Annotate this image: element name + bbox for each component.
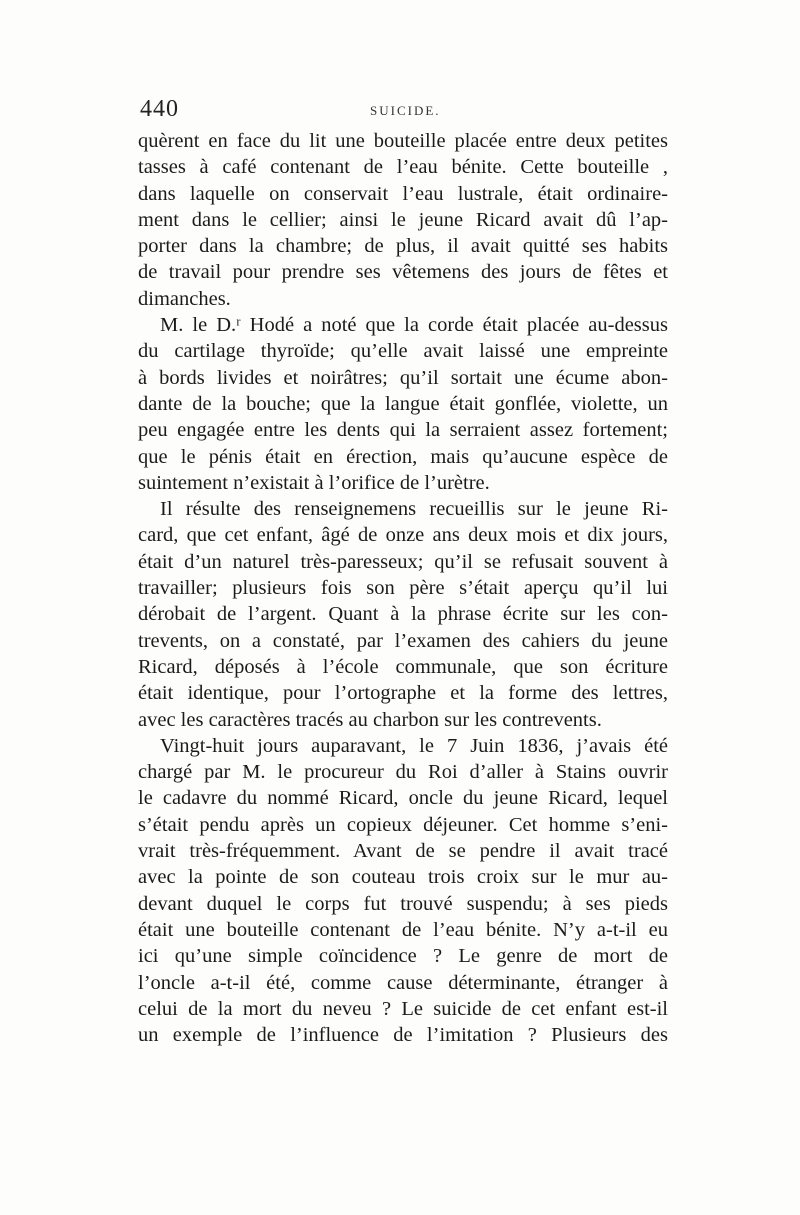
text-line: ment dans le cellier; ainsi le jeune Ricard avait dû l’ap- [138,208,668,231]
text-line: était d’un naturel très-paresseux; qu’il se refusait souvent à [138,550,668,573]
paragraph-start-line: Vingt-huit jours auparavant, le 7 Juin 1836, j’avais été [160,734,668,757]
body-text [138,128,668,1048]
text-line: vrait très-fréquemment. Avant de se pendre il avait tracé [138,840,668,863]
paragraph-start-line: M. le D.ʳ Hodé a noté que la corde était placée au-dessus [160,314,668,337]
text-line: dérobait de l’argent. Quant à la phrase écrite sur les con- [138,603,668,626]
text-line: peu engagée entre les dents qui la serraient assez fortement; [138,419,668,442]
text-line: quèrent en face du lit une bouteille placée entre deux petites [138,130,668,152]
text-line: dante de la bouche; que la langue était gonflée, violette, un [138,392,668,415]
text-line: de travail pour prendre ses vêtemens des jours de fêtes et [138,261,668,284]
text-line: à bords livides et noirâtres; qu’il sortait une écume abon- [138,366,668,389]
paragraph-start-line: Il résulte des renseignemens recueillis sur le jeune Ri- [160,498,668,521]
running-head: SUICIDE. [370,103,441,118]
page-header [140,96,668,126]
text-line: celui de la mort du neveu ? Le suicide de cet enfant est-il [138,997,668,1020]
text-line: chargé par M. le procureur du Roi d’aller à Stains ouvrir [138,761,668,784]
text-line: suintement n’existait à l’orifice de l’urètre. [138,471,490,494]
text-line: Ricard, déposés à l’école communale, que son écriture [138,655,668,678]
text-line: était une bouteille contenant de l’eau bénite. N’y a-t-il eu [138,918,668,941]
text-line: du cartilage thyroïde; qu’elle avait laissé une empreinte [138,340,668,363]
text-line: tasses à café contenant de l’eau bénite. Cette bouteille , [138,156,668,179]
page-number: 440 [140,96,179,122]
text-line: dans laquelle on conservait l’eau lustrale, était ordinaire- [138,182,668,205]
text-line: porter dans la chambre; de plus, il avait quitté ses habits [138,235,668,258]
text-line: le cadavre du nommé Ricard, oncle du jeune Ricard, lequel [138,787,668,810]
text-line: travailler; plusieurs fois son père s’était aperçu qu’il lui [138,577,668,600]
text-line: devant duquel le corps fut trouvé suspendu; à ses pieds [138,892,668,915]
text-line: un exemple de l’influence de l’imitation ? Plusieurs des [138,1024,668,1047]
text-line: trevents, on a constaté, par l’examen des cahiers du jeune [138,629,668,652]
text-line: ici qu’une simple coïncidence ? Le genre de mort de [138,945,668,968]
text-line: l’oncle a-t-il été, comme cause déterminante, étranger à [138,971,668,994]
text-line: que le pénis était en érection, mais qu’aucune espèce de [138,445,668,468]
text-line: s’était pendu après un copieux déjeuner. Cet homme s’eni- [138,813,668,836]
text-line: card, que cet enfant, âgé de onze ans deux mois et dix jours, [138,524,668,547]
text-line: était identique, pour l’ortographe et la forme des lettres, [138,682,668,705]
text-line: avec les caractères tracés au charbon sur les contrevents. [138,708,602,731]
text-line: dimanches. [138,287,231,310]
text-line: avec la pointe de son couteau trois croix sur le mur au- [138,866,668,889]
